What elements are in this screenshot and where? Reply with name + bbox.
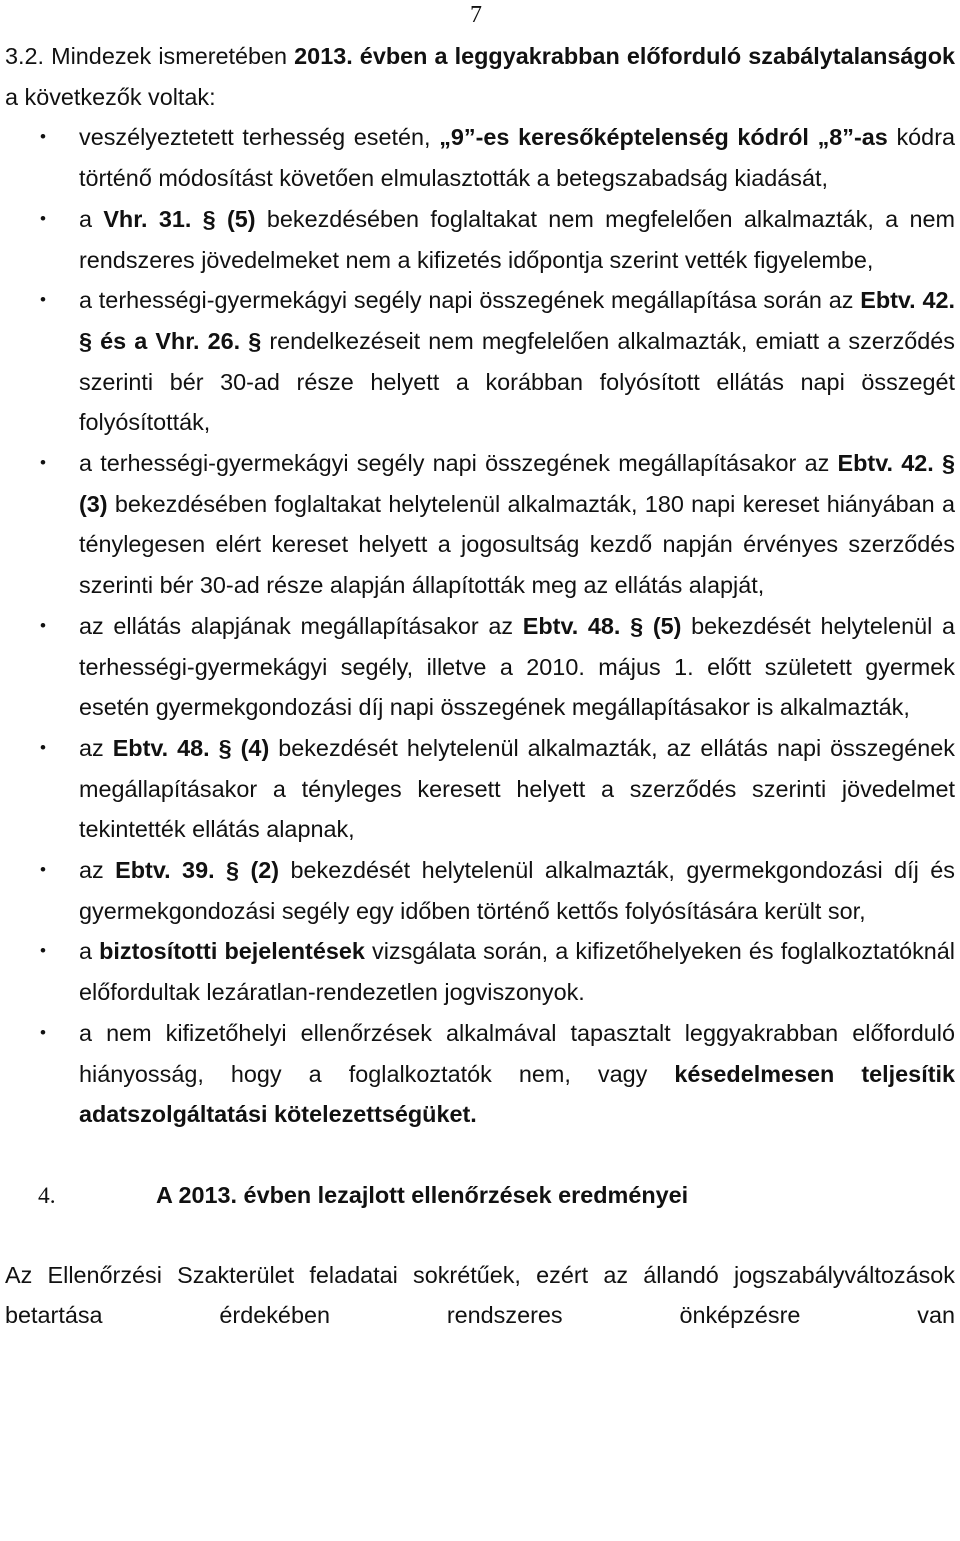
item-bold: Ebtv. 48. § (4) bbox=[112, 734, 270, 761]
item-bold: Ebtv. 42. § (3) bbox=[79, 450, 955, 517]
list-item bbox=[5, 280, 955, 443]
bullet-icon: • bbox=[40, 860, 46, 880]
bullet-icon: • bbox=[40, 941, 46, 961]
bullet-icon: • bbox=[40, 127, 46, 147]
item-text: az bbox=[79, 857, 116, 884]
list-item bbox=[5, 850, 955, 931]
item-text: a terhességi-gyermekágyi segély napi összegének megállapítása során az bbox=[79, 287, 861, 314]
intro-paragraph bbox=[5, 36, 955, 117]
list-item bbox=[5, 728, 955, 850]
item-text: a terhességi-gyermekágyi segély napi összegének megállapításakor az bbox=[79, 450, 838, 477]
bullet-icon: • bbox=[40, 615, 46, 635]
list-item bbox=[5, 606, 955, 728]
item-bold: biztosítotti bejelentések bbox=[99, 938, 365, 965]
list-item bbox=[5, 443, 955, 606]
item-text: a bbox=[79, 938, 100, 965]
item-bold: „9”-es keresőképtelenség kódról „8”-as bbox=[439, 124, 888, 151]
intro-bold: 2013. évben a leggyakrabban előforduló szabálytalanságok bbox=[294, 43, 955, 69]
list-item bbox=[5, 1013, 955, 1135]
item-text: a nem kifizetőhelyi ellenőrzések alkalmával tapasztalt leggyakrabban előforduló hiányosság, hogy a foglalkoztatók nem, vagy bbox=[79, 1019, 955, 1087]
section-heading bbox=[5, 1175, 955, 1217]
item-text: bekezdésében foglaltakat nem megfelelően alkalmazták, a nem rendszeres jövedelmeket nem a kifizetés időpontja szerint vették figyelembe, bbox=[79, 205, 955, 273]
item-text: az bbox=[79, 734, 113, 761]
closing-paragraph: Az Ellenőrzési Szakterület feladatai sokrétűek, ezért az állandó jogszabályváltozások betartása érdekében rendszeres önképzésre van bbox=[5, 1261, 955, 1329]
list-item bbox=[5, 117, 955, 198]
item-text: veszélyeztetett terhesség esetén, bbox=[79, 124, 440, 151]
item-bold: Vhr. 31. § (5) bbox=[103, 205, 256, 232]
item-text: bekezdését helytelenül alkalmazták, gyermekgondozási díj és gyermekgondozási segély egy időben történő kettős folyósítására került sor, bbox=[79, 857, 955, 924]
bullet-icon: • bbox=[40, 208, 46, 228]
item-text: kódra történő módosítást követően elmulasztották a betegszabadság kiadását, bbox=[79, 124, 955, 192]
item-text: rendelkezéseit nem megfelelően alkalmazták, emiatt a szerződés szerinti bér 30-ad része helyett a korábban folyósított ellátás napi összegét folyósították, bbox=[79, 327, 955, 436]
item-bold: Ebtv. 42. § és a Vhr. 26. § bbox=[79, 287, 955, 354]
bullet-icon: • bbox=[40, 737, 46, 757]
irregularities-list bbox=[5, 117, 955, 1135]
document-body bbox=[5, 36, 955, 1336]
intro-text-end: a következők voltak: bbox=[5, 83, 216, 110]
item-text: bekezdésében foglaltakat helytelenül alkalmazták, 180 napi kereset hiányában a ténylegesen elért kereset helyett a jogosultság kezdő napján érvényes szerződés szerinti bér 30-ad része alapján állapították meg az ellátás alapját, bbox=[79, 490, 955, 599]
intro-text: 3.2. Mindezek ismeretében bbox=[5, 43, 295, 69]
item-text: a bbox=[79, 205, 104, 232]
bullet-icon: • bbox=[40, 290, 46, 310]
section-number: 4. bbox=[38, 1182, 56, 1209]
list-item bbox=[5, 931, 955, 1012]
item-bold: Ebtv. 48. § (5) bbox=[522, 612, 682, 639]
item-text: vizsgálata során, a kifizetőhelyeken és foglalkoztatóknál előfordultak lezáratlan-rendezetlen jogviszonyok. bbox=[79, 938, 955, 1006]
item-bold: késedelmesen teljesítik adatszolgáltatási kötelezettségüket. bbox=[79, 1060, 955, 1128]
item-bold: Ebtv. 39. § (2) bbox=[115, 857, 280, 884]
bullet-icon: • bbox=[40, 453, 46, 473]
item-text: bekezdését helytelenül alkalmazták, az ellátás napi összegének megállapításakor a tényleges keresett helyett a szerződés szerinti jövedelmet tekintették ellátás alapnak, bbox=[79, 734, 955, 843]
bullet-icon: • bbox=[40, 1022, 46, 1042]
item-text: az ellátás alapjának megállapításakor az bbox=[79, 612, 523, 639]
item-text: bekezdését helytelenül a terhességi-gyermekágyi segély, illetve a 2010. május 1. előtt született gyermek esetén gyermekgondozási díj napi összegének megállapításakor is alkalmazták, bbox=[79, 612, 955, 721]
list-item bbox=[5, 199, 955, 280]
page-number: 7 bbox=[470, 2, 482, 28]
section-title: A 2013. évben lezajlott ellenőrzések eredményei bbox=[156, 1181, 689, 1208]
